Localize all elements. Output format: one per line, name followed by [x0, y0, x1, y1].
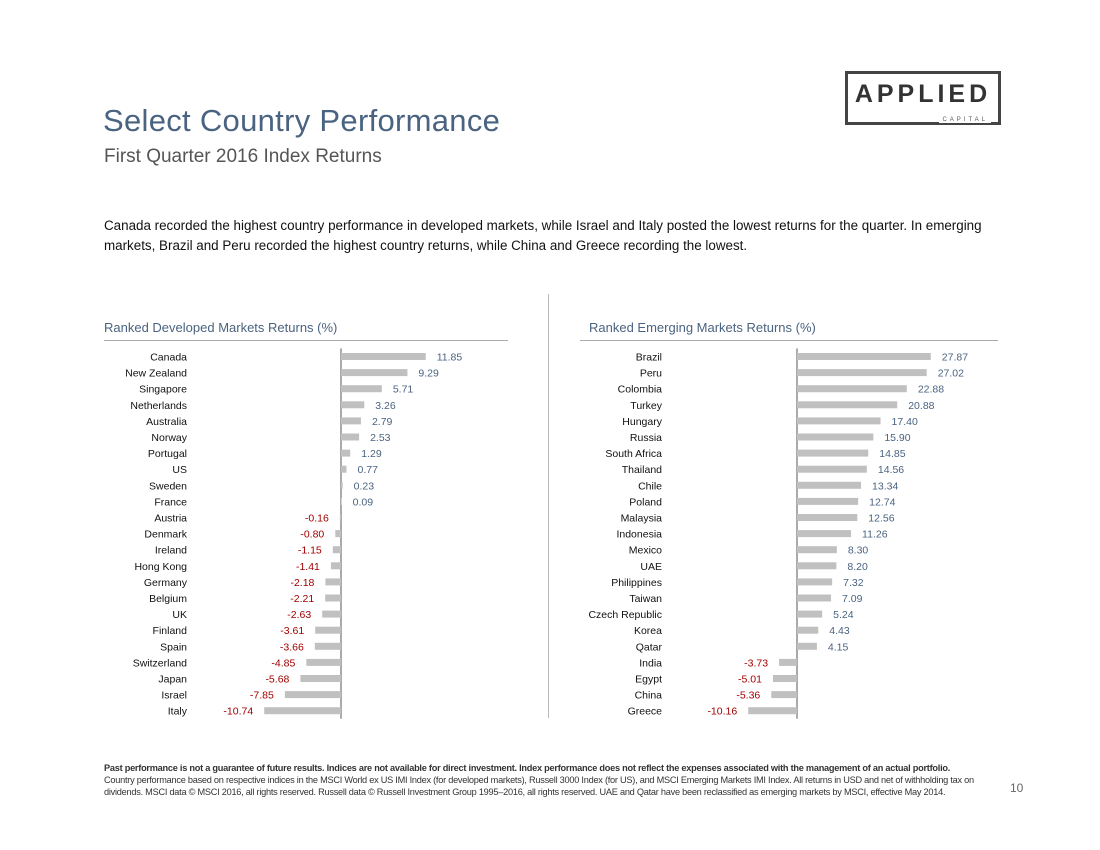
category-label: Mexico — [628, 544, 662, 557]
value-label: -0.16 — [304, 512, 329, 525]
category-label: Ireland — [154, 544, 187, 557]
value-label: 7.32 — [843, 576, 864, 589]
value-label: 4.43 — [829, 625, 850, 638]
logo-tagline: CAPITAL — [939, 117, 991, 123]
value-label: 9.29 — [418, 367, 439, 380]
category-label: Canada — [150, 351, 187, 364]
value-label: 2.79 — [371, 415, 393, 428]
value-label: -1.41 — [295, 560, 320, 573]
category-label: Brazil — [635, 351, 662, 364]
category-label: Belgium — [149, 593, 187, 605]
category-label: Thailand — [621, 464, 662, 477]
bar-1-4 — [797, 417, 881, 424]
emerging-chart-title: Ranked Emerging Markets Returns (%) — [589, 320, 816, 335]
category-label: France — [154, 496, 187, 509]
category-label: Israel — [161, 689, 187, 702]
category-label: Turkey — [630, 399, 662, 412]
bar-1-6 — [797, 450, 868, 457]
bar-1-19 — [779, 659, 797, 666]
value-label: -2.18 — [290, 576, 315, 589]
value-label: 20.88 — [908, 399, 935, 412]
footer-notes — [104, 762, 984, 798]
category-label: China — [634, 689, 662, 702]
value-label: -3.73 — [744, 657, 769, 670]
category-label: Czech Republic — [588, 609, 662, 622]
value-label: -10.16 — [707, 705, 738, 718]
value-label: -3.66 — [279, 641, 304, 654]
value-label: -4.85 — [271, 657, 296, 670]
bar-1-7 — [797, 466, 867, 473]
page-title: Select Country Performance — [103, 103, 501, 138]
bar-1-14 — [797, 578, 832, 585]
value-label: 27.87 — [941, 351, 969, 364]
category-label: Greece — [627, 705, 662, 718]
category-label: India — [639, 657, 662, 670]
bar-1-18 — [797, 643, 817, 650]
logo-name: APPLIED — [854, 80, 992, 108]
value-label: 0.77 — [357, 464, 378, 477]
value-label: -7.85 — [249, 689, 274, 702]
bar-1-9 — [797, 498, 858, 505]
value-label: 5.71 — [392, 383, 414, 396]
page-subtitle: First Quarter 2016 Index Returns — [104, 146, 382, 167]
category-label: Malaysia — [620, 512, 662, 525]
category-label: Japan — [158, 673, 187, 686]
category-label: US — [172, 464, 187, 477]
value-label: 14.56 — [877, 464, 905, 477]
category-label: Taiwan — [629, 593, 662, 605]
value-label: -2.21 — [290, 593, 315, 605]
category-label: New Zealand — [125, 367, 187, 380]
category-label: Peru — [639, 367, 662, 380]
bar-1-15 — [797, 595, 831, 602]
value-label: 13.34 — [872, 480, 899, 493]
value-label: 5.24 — [833, 609, 854, 622]
value-label: 7.09 — [842, 593, 863, 605]
category-label: Poland — [629, 496, 662, 509]
summary-text: Canada recorded the highest country performance in developed markets, while Israel and Italy posted the lowest returns for the quarter. In emerging markets, Brazil and Peru recorded the highest country returns, while China and Greece recording the lowest. — [104, 218, 982, 253]
value-label: -2.63 — [287, 609, 312, 622]
bar-1-12 — [797, 546, 837, 553]
value-label: 12.74 — [869, 496, 896, 509]
value-label: 0.09 — [352, 496, 374, 509]
bar-1-20 — [773, 675, 797, 682]
bar-1-2 — [797, 385, 907, 392]
value-label: 14.85 — [879, 448, 906, 461]
category-label: Italy — [167, 705, 187, 718]
value-label: 2.53 — [370, 432, 391, 444]
category-label: UK — [172, 609, 187, 622]
category-label: Russia — [629, 432, 662, 444]
category-label: Denmark — [144, 528, 187, 541]
bar-1-1 — [797, 369, 927, 376]
category-label: Korea — [633, 625, 662, 638]
value-label: 17.40 — [891, 415, 918, 428]
category-label: Indonesia — [616, 528, 662, 541]
category-label: Colombia — [617, 383, 662, 396]
bar-1-22 — [748, 707, 797, 714]
bar-1-10 — [797, 514, 857, 521]
category-label: South Africa — [605, 448, 662, 461]
value-label: 15.90 — [884, 432, 911, 444]
value-label: 22.88 — [917, 383, 945, 396]
category-label: Hong Kong — [134, 560, 187, 573]
value-label: 11.85 — [436, 351, 463, 364]
category-label: Chile — [638, 480, 662, 493]
page-number: 10 — [1010, 781, 1024, 795]
value-label: -5.36 — [736, 689, 761, 702]
value-label: 8.30 — [847, 544, 869, 557]
value-label: 11.26 — [862, 528, 888, 541]
value-label: -1.15 — [297, 544, 322, 557]
value-label: -3.61 — [280, 625, 305, 638]
category-label: Germany — [143, 576, 187, 589]
value-label: 1.29 — [361, 448, 382, 461]
category-label: Switzerland — [132, 657, 187, 670]
value-label: 12.56 — [868, 512, 895, 525]
category-label: Norway — [151, 432, 187, 444]
value-label: 0.23 — [353, 480, 375, 493]
category-label: UAE — [640, 560, 662, 573]
bar-1-21 — [771, 691, 797, 698]
category-label: Australia — [146, 415, 187, 428]
category-label: Singapore — [139, 383, 187, 396]
category-label: Qatar — [635, 641, 662, 654]
footer-sources: Country performance based on respective indices in the MSCI World ex US IMI Index (for developed markets), Russell 3000 Index (for US), and MSCI Emerging Markets IMI Index. All returns in USD and net of withholding tax on dividends. MSCI data © MSCI 2016, all rights reserved. Russell data © Russell Investment Group 1995–2016, all rights reserved. UAE and Qatar have been reclassified as emerging markets by MSCI, effective May 2014. — [104, 775, 974, 797]
category-label: Finland — [152, 625, 187, 638]
developed-chart-title: Ranked Developed Markets Returns (%) — [104, 320, 338, 335]
value-label: -0.80 — [300, 528, 325, 541]
category-label: Portugal — [147, 448, 187, 461]
category-label: Spain — [160, 641, 187, 654]
bar-1-0 — [797, 353, 931, 360]
value-label: -5.68 — [265, 673, 290, 686]
category-label: Austria — [154, 512, 187, 525]
value-label: -10.74 — [223, 705, 254, 718]
bar-1-16 — [797, 611, 822, 618]
bar-1-3 — [797, 401, 897, 408]
category-label: Hungary — [622, 415, 662, 428]
value-label: 8.20 — [847, 560, 868, 573]
bar-1-8 — [797, 482, 861, 489]
footer-disclaimer: Past performance is not a guarantee of future results. Indices are not available for direct investment. Index performance does not reflect the expenses associated with the management of an actual portfolio. — [104, 763, 951, 773]
value-label: 3.26 — [375, 399, 396, 412]
category-label: Egypt — [635, 673, 662, 686]
value-label: -5.01 — [738, 673, 762, 686]
bar-1-11 — [797, 530, 851, 537]
category-label: Sweden — [149, 480, 187, 493]
bar-1-5 — [797, 434, 873, 441]
bar-1-17 — [797, 627, 818, 634]
category-label: Netherlands — [130, 399, 187, 412]
category-label: Philippines — [611, 576, 662, 589]
bar-1-13 — [797, 562, 836, 569]
value-label: 4.15 — [827, 641, 849, 654]
value-label: 27.02 — [937, 367, 964, 380]
